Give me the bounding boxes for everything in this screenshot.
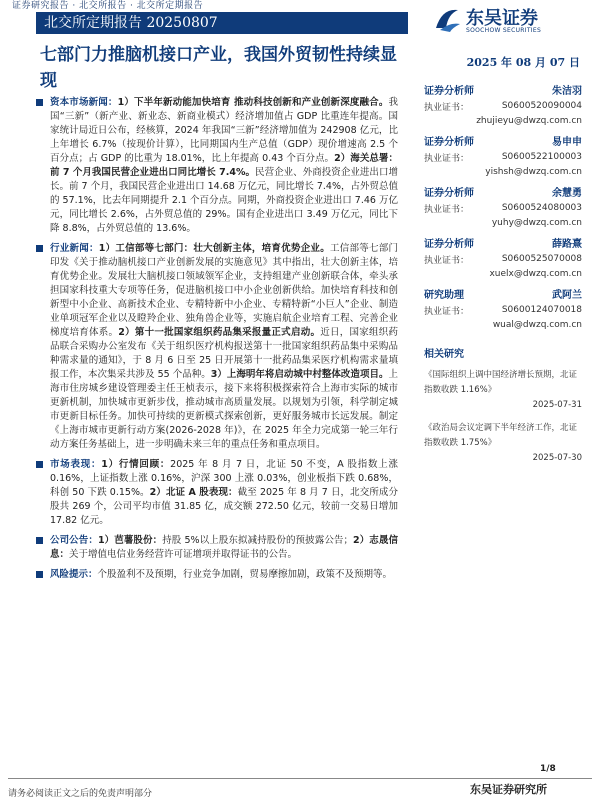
related-research-item[interactable] <box>424 368 582 413</box>
analyst-name: 薛路熹 <box>552 238 582 250</box>
news-text: 2025 年 8 月 7 日，北证 50 不变，A 股指数上涨 0.16%，上证指数上涨 0.16%，沪深 300 上涨 0.03%，创业板指下跌 0.68%，科创 50 下跌 0.15%。 <box>50 459 398 498</box>
analyst-role: 研究助理 <box>424 289 464 301</box>
news-headline: 2）海关总署：前 7 个月我国民营企业进出口同比增长 7.4%。 <box>50 153 398 178</box>
cert-label: 执业证书： <box>424 306 470 317</box>
report-body <box>36 96 398 588</box>
related-research-title-text: 《国际组织上调中国经济增长预期，北证指数收跌 1.16%》 <box>424 370 578 395</box>
analyst-email[interactable]: yishsh@dwzq.com.cn <box>485 167 582 177</box>
analyst-name: 易申申 <box>552 136 582 148</box>
square-bullet-icon <box>36 99 43 106</box>
related-research-title-text: 《政治局会议定调下半年经济工作，北证指数收跌 1.75%》 <box>424 423 578 448</box>
analyst-card <box>424 131 582 180</box>
cert-label: 执业证书： <box>424 102 470 113</box>
logo-name: 东吴证券 <box>466 8 538 29</box>
analyst-name: 朱洁羽 <box>552 85 582 97</box>
footer-divider <box>8 778 592 779</box>
news-text: 上海市住房城乡建设管理委主任王桢表示，接下来将积极探索符合上海市实际的城市更新机制，加快城市更新步伐，推动城市高质量发展。以规划为引领，科学制定城市更新目标任务。加快可持续的更新模式探索创新，更好服务城市长远发展。制定《上海市城市更新行动方案(2026-2028 年)》，在 2025 年全力完成第一轮三年行动方案任务基础上，进一步明确未来三年的重点任务和重点项目。 <box>50 369 398 450</box>
section-heading: 公司公告： <box>50 535 98 546</box>
news-text: 工信部等七部门印发《关于推动脑机接口产业创新发展的实施意见》其中指出，壮大创新主体，培育优势企业。发展壮大脑机接口领域领军企业，支持组建产业创新联合体，牵头承担国家科技重大专项等任务，促进脑机接口中小企业创新供给。加快培育科技和创新型中小企业、高新技术企业、专精特新中小企业、专精特新“小巨人”企业、制造业单项冠军企业以及瞪羚企业、独角兽企业等，实施启航企业培育工程、完善企业梯度培育体系。 <box>50 243 398 338</box>
cert-number: S0600524080003 <box>501 203 582 213</box>
report-type-banner: 证券研究报告 · 北交所报告 · 北交所定期报告 <box>12 1 204 11</box>
analyst-role: 证券分析师 <box>424 136 474 148</box>
report-title: 七部门力推脑机接口产业，我国外贸韧性持续显现 <box>40 45 397 91</box>
company-logo <box>432 2 582 40</box>
analyst-name: 武阿兰 <box>552 289 582 301</box>
report-header-bar: 北交所定期报告 20250807 <box>36 12 408 34</box>
square-bullet-icon <box>36 537 43 544</box>
analyst-email[interactable]: zhujieyu@dwzq.com.cn <box>476 116 582 126</box>
analyst-card <box>424 182 582 231</box>
news-headline: 2）第十一批国家组织药品集采报量正式启动。 <box>118 327 321 338</box>
section-heading: 行业新闻： <box>50 243 99 254</box>
news-headline: 1）下半年新动能加快培育 推动科技创新和产业创新深度融合。 <box>117 97 389 108</box>
cert-number: S0600124070018 <box>501 305 582 315</box>
news-text: 截至 2025 年 8 月 7 日，北交所成分股共 269 个，公司平均市值 31.85 亿，成交额 272.50 亿元，较前一交易日增加 17.82 亿元。 <box>50 487 399 526</box>
cert-number: S0600520090004 <box>501 101 582 111</box>
news-headline: 1）芭薯股份： <box>97 535 163 546</box>
cert-label: 执业证书： <box>424 255 470 266</box>
related-research-date: 2025-07-30 <box>532 453 582 463</box>
analyst-card <box>424 233 582 282</box>
summary-section <box>36 568 398 582</box>
logo-english-name: SOOCHOW SECURITIES <box>466 27 542 34</box>
summary-section <box>36 242 398 452</box>
summary-section <box>36 96 398 236</box>
square-bullet-icon <box>36 245 43 252</box>
news-text: 个股盈利不及预期，行业竞争加剧，贸易摩擦加剧，政策不及预期等。 <box>97 569 393 580</box>
analyst-card <box>424 284 582 333</box>
analyst-role: 证券分析师 <box>424 85 474 97</box>
soochow-logo-icon <box>432 4 462 34</box>
cert-label: 执业证书： <box>424 204 470 215</box>
news-text: 近日，国家组织药品联合采购办公室发布《关于组织医疗机构报送第十一批国家组织药品集中采购品种需求量的通知》，于 8 月 6 日至 25 日开展第十一批药品集采医疗机构需求量填报工作，本次集采共涉及 55 个品种。 <box>50 327 398 380</box>
disclaimer-note: 请务必阅读正文之后的免责声明部分 <box>8 789 153 799</box>
cert-number: S0600525070008 <box>501 254 582 264</box>
institute-name: 东吴证券研究所 <box>470 783 547 796</box>
news-text: 我国“三新”（新产业、新业态、新商业模式）经济增加值占 GDP 比重连年提高。国家统计局近日公布，经核算，2024 年我国“三新”经济增加值为 242908 亿元，比上年增长 6.7%（按现价计算），比同期国内生产总值（GDP）现价增速高 2.5 个百分点；占 GDP 的比重为 18.01%，比上年提高 0.43 个百分点。 <box>50 97 398 164</box>
analyst-panel <box>424 80 582 466</box>
cert-number: S0600522100003 <box>501 152 582 162</box>
news-headline: 3）上海明年将启动城中村整体改造项目。 <box>210 369 389 380</box>
summary-section <box>36 458 398 528</box>
cert-label: 执业证书： <box>424 153 470 164</box>
section-heading: 市场表现： <box>50 459 102 470</box>
related-research-date: 2025-07-31 <box>532 400 582 410</box>
related-research-item[interactable] <box>424 421 582 466</box>
analyst-role: 证券分析师 <box>424 238 474 250</box>
news-headline: 2）北证 A 股表现： <box>149 487 238 498</box>
page-number: 1/8 <box>540 764 556 774</box>
news-headline: 1）行情回顾： <box>101 459 171 470</box>
analyst-email[interactable]: wual@dwzq.com.cn <box>492 320 582 330</box>
section-heading: 风险提示： <box>50 569 98 580</box>
square-bullet-icon <box>36 571 43 578</box>
analyst-role: 证券分析师 <box>424 187 474 199</box>
analyst-email[interactable]: xuelx@dwzq.com.cn <box>489 269 582 279</box>
analyst-name: 余慧勇 <box>552 187 582 199</box>
news-text: 民营企业、外商投资企业进出口增长。前 7 个月，我国民营企业进出口 14.68 万亿元，同比增长 7.4%，占外贸总值的 57.1%，比去年同期提升 2.1 个百分点。同期，外商投资企业进出口 7.46 万亿元，同比增长 2.6%，占外贸总值的 29%。国有企业进出口 3.49 万亿元，同比下降 8.8%，占外贸总值的 13.6%。 <box>50 167 398 234</box>
section-heading: 资本市场新闻： <box>50 97 118 108</box>
related-research-title: 相关研究 <box>424 349 464 360</box>
news-headline: 2）志晟信息： <box>50 535 398 560</box>
analyst-card <box>424 80 582 129</box>
summary-section <box>36 534 398 562</box>
news-text: 关于增值电信业务经营许可证增项并取得证书的公告。 <box>69 549 298 560</box>
report-date: 2025 年 08 月 07 日 <box>466 56 580 69</box>
news-text: 持股 5%以上股东拟减持股份的预披露公告； <box>162 535 353 546</box>
square-bullet-icon <box>36 461 43 468</box>
analyst-email[interactable]: yuhy@dwzq.com.cn <box>491 218 582 228</box>
news-headline: 1）工信部等七部门：壮大创新主体，培育优势企业。 <box>98 243 330 254</box>
